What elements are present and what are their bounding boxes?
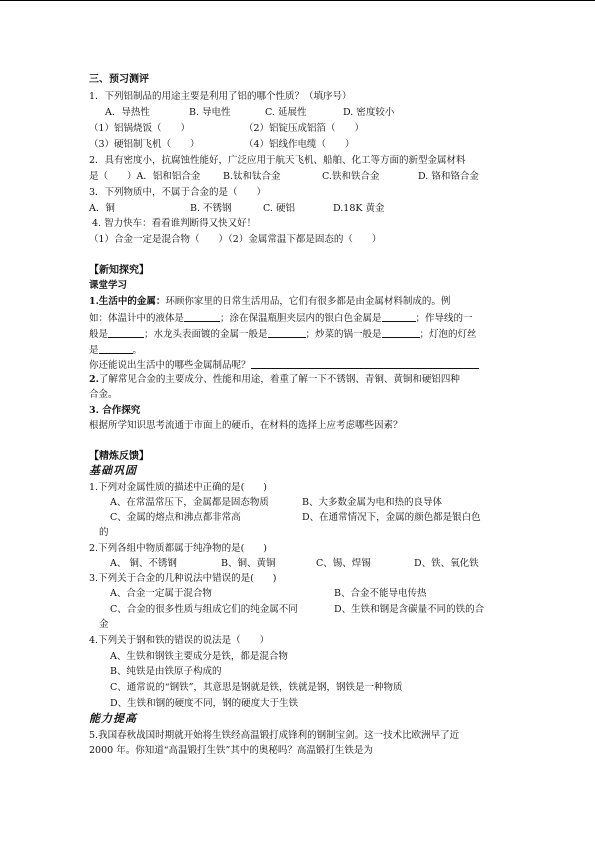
- question-2-line-1: 2．具有密度小，抗腐蚀性能好，广泛应用于航天飞机、船舶、化工等方面的新型金属材料: [89, 155, 466, 166]
- basic-consolidation-title: 基础巩固: [89, 464, 137, 477]
- q1-item-3: （3）硬铝制飞机（ ）: [89, 139, 200, 150]
- answer-blank[interactable]: [382, 328, 420, 338]
- q1-item-4: （4）铝线作电缆（ ）: [244, 139, 355, 150]
- question-3: 3．下列物质中，不属于合金的是（ ）: [89, 187, 267, 198]
- answer-blank[interactable]: [99, 344, 133, 354]
- q1-item-2: （2）铝锭压成铝箔（ ）: [244, 123, 365, 134]
- pq2-option-b: B、铜、黄铜: [221, 558, 276, 569]
- alloys-line-2: 合金。: [89, 389, 118, 400]
- answer-blank[interactable]: [184, 312, 220, 322]
- pq2-option-a: A、 铜、不锈钢: [110, 558, 177, 569]
- q1-option-d: D. 密度较小: [343, 107, 395, 118]
- q3-option-b: B. 不锈钢: [190, 203, 232, 214]
- cooperation-heading: 3. 合作探究: [89, 405, 141, 416]
- practice-question-4: 4.下列关于钢和铁的错误的说法是（ ）: [89, 635, 270, 646]
- pq3-option-d: D、生铁和钢是含碳量不同的铁的合: [334, 604, 485, 615]
- pq1-option-d: D、在通常情况下，金属的颜色都是银白色: [302, 512, 481, 523]
- alloys-line-1: 2.了解常见合金的主要成分、性能和用途，着重了解一下不锈钢、青铜、黄铜和硬铝四种: [89, 374, 460, 385]
- new-knowledge-title: 【新知探究】: [89, 265, 149, 276]
- question-1: 1．下列铝制品的用途主要是利用了铝的哪个性质？（填序号）: [89, 91, 352, 102]
- life-metals-line-3: 般是 ；水龙头表面镀的金属一般是 ；炒菜的锅一般是 ；灯泡的灯丝: [89, 329, 477, 340]
- life-metals-line-4: 是 。: [89, 345, 143, 356]
- answer-blank[interactable]: [382, 312, 416, 322]
- question-2-option-a: 是（ ）A．铝和铝合金: [89, 171, 201, 182]
- q1-option-b: B. 导电性: [189, 107, 231, 118]
- q3-option-a: A．铜: [89, 203, 115, 214]
- question-2-option-d: D. 铬和铬合金: [418, 171, 479, 182]
- cooperation-question: 根据所学知识思考流通于市面上的硬币，在材料的选择上应考虑哪些因素？: [89, 420, 403, 431]
- practice-question-2: 2.下列各组中物质都属于纯净物的是( ): [89, 543, 267, 554]
- question-4-items: （1）合金一定是混合物（ ）（2）金属常温下都是固态的（ ）: [89, 234, 382, 245]
- pq4-option-c: C、通常说的“钢铁”，其意思是钢就是铁，铁就是钢，钢铁是一种物质: [110, 682, 403, 693]
- pq4-option-a: A、生铁和钢铁主要成分是铁，都是混合物: [110, 651, 288, 662]
- pq3-option-d-cont: 金: [99, 619, 109, 630]
- q1-option-c: C. 延展性: [265, 107, 307, 118]
- answer-blank[interactable]: [108, 328, 144, 338]
- practice-question-1: 1.下列对金属性质的描述中正确的是( ): [89, 482, 267, 493]
- life-metals-line-5: 你还能说出生活中的哪些金属制品呢？: [89, 359, 479, 372]
- pq3-option-a: A、合金一定属于混合物: [110, 588, 212, 599]
- question-2-option-b: B.钛和钛合金: [223, 171, 281, 182]
- pq1-option-b: B、大多数金属为电和热的良导体: [302, 497, 442, 508]
- life-metals-heading: 1.生活中的金属：: [89, 296, 166, 307]
- life-metals-line-2: 如：体温计中的液体是 ；涂在保温瓶胆夹层内的银白色金属是 ；作导线的一: [89, 313, 473, 324]
- q1-option-a: A．导热性: [105, 107, 150, 118]
- pq1-option-a: A、在常温常压下，金属都是固态物质: [110, 497, 269, 508]
- pq1-option-d-cont: 的: [99, 527, 109, 538]
- question-4: 4. 智力快车：看看谁判断得又快又好！: [92, 218, 257, 229]
- practice-question-3: 3.下列关于合金的几种说法中错误的是( ): [89, 573, 277, 584]
- pq4-option-d: D、生铁和钢的硬度不同，钢的硬度大于生铁: [110, 698, 299, 709]
- practice-question-5-line-1: 5.我国春秋战国时期就开始将生铁经高温锻打成锋利的钢制宝剑。这一技术比欧洲早了近: [89, 730, 460, 741]
- answer-blank[interactable]: [251, 359, 479, 369]
- practice-question-5-line-2: 2000 年。你知道“高温锻打生铁”其中的奥秘吗？高温锻打生铁是为: [89, 745, 373, 756]
- practice-title: 【精炼反馈】: [89, 451, 149, 462]
- q3-option-c: C. 硬铝: [263, 203, 295, 214]
- ability-improvement-title: 能力提高: [89, 712, 137, 725]
- class-study-subtitle: 课堂学习: [89, 280, 128, 291]
- life-metals-line-1: 1.生活中的金属：环顾你家里的日常生活用品，它们有很多都是由金属材料制成的。例: [89, 296, 451, 307]
- pq3-option-c: C、合金的很多性质与组成它们的纯金属不同: [110, 604, 298, 615]
- q3-option-d: D.18K 黄金: [333, 203, 385, 214]
- pq1-option-c: C、金属的熔点和沸点都非常高: [110, 512, 241, 523]
- answer-blank[interactable]: [268, 328, 306, 338]
- pq2-option-d: D、铁、氧化铁: [414, 558, 479, 569]
- pq4-option-b: B、纯铁是由铁原子构成的: [110, 666, 222, 677]
- pq2-option-c: C、锡、焊锡: [316, 558, 371, 569]
- q1-item-1: （1）铝锅烧饭（ ）: [89, 123, 191, 134]
- question-2-option-c: C.铁和铁合金: [322, 171, 380, 182]
- pq3-option-b: B、合金不能导电传热: [334, 588, 427, 599]
- page-top-rule: [0, 0, 595, 1]
- section-3-title: 三、预习测评: [89, 74, 149, 85]
